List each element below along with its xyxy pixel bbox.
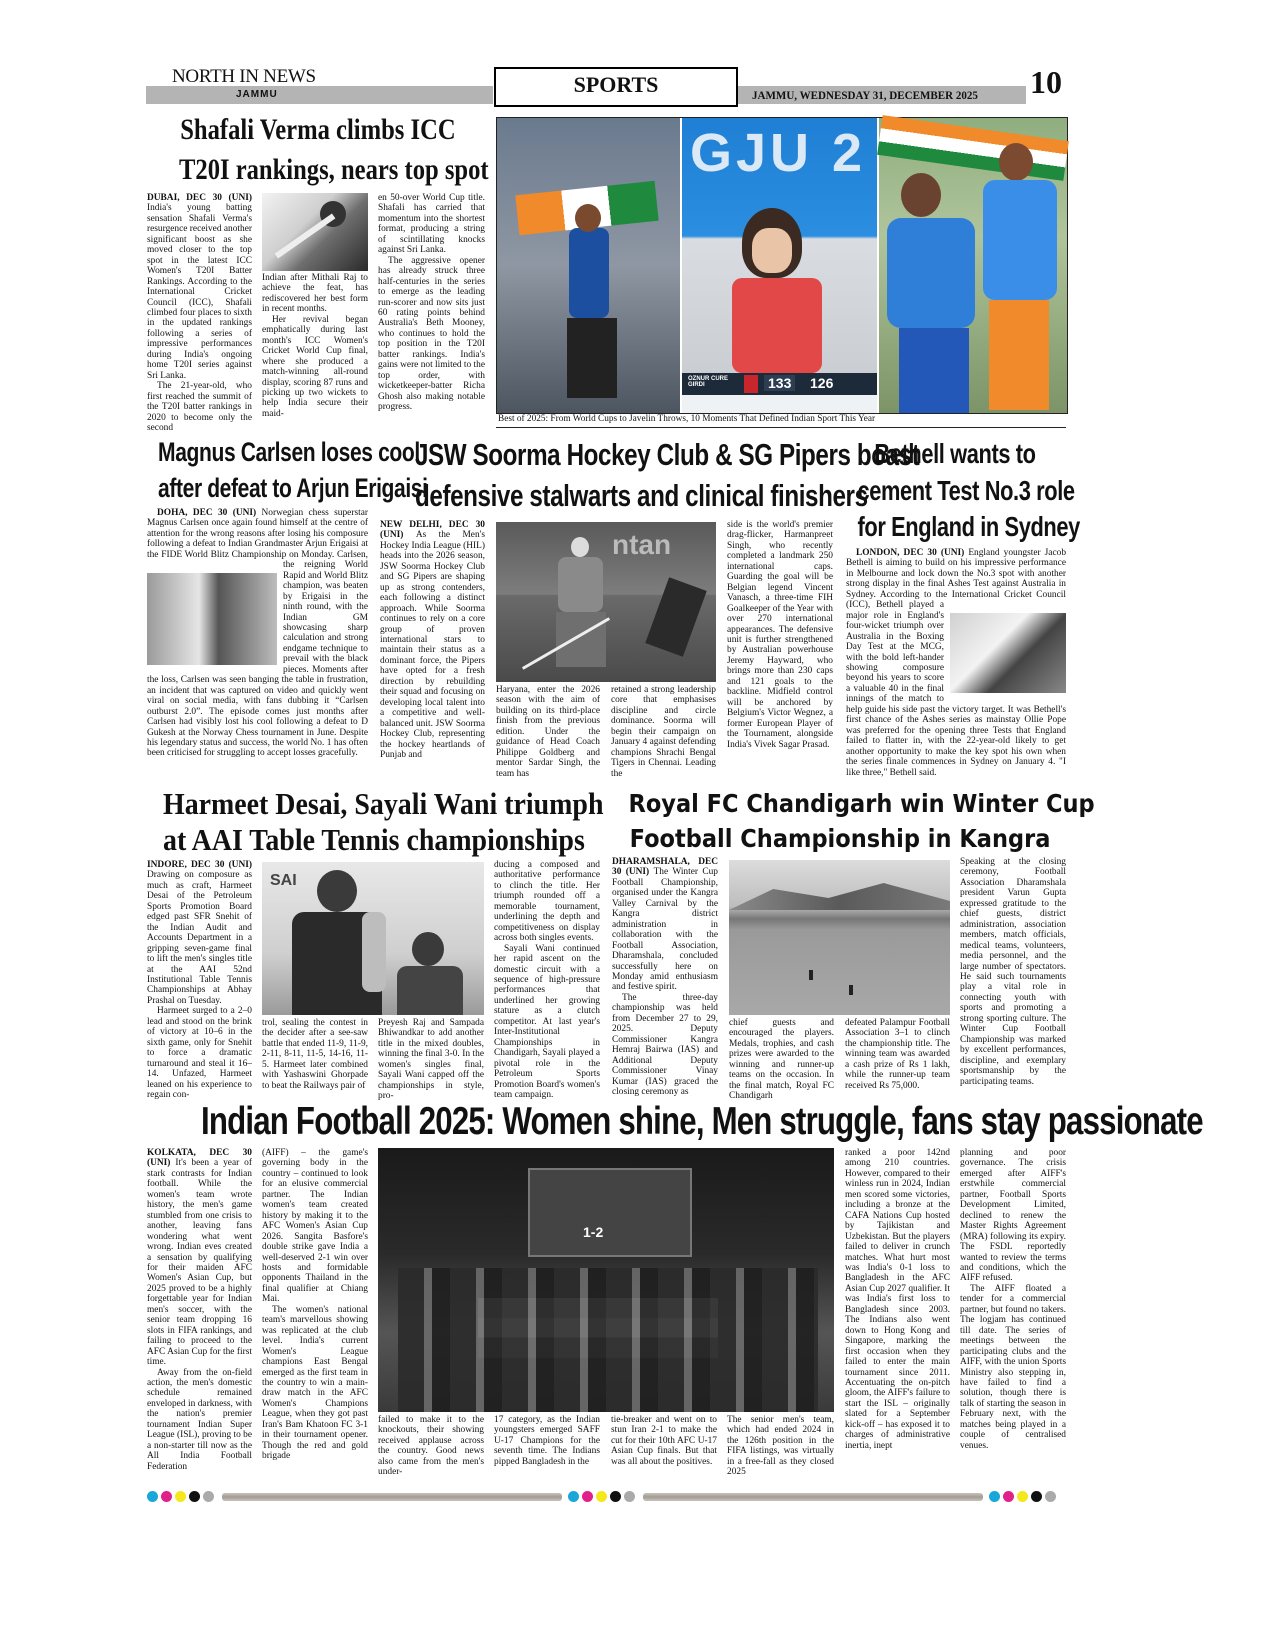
photo-table-tennis-winners: SAI [262,862,484,1015]
article-paragraph: 17 category, as the Indian youngsters emerged SAFF U-17 Champions for the seventh time. The Indians pipped Bangladesh in the [494,1415,600,1467]
article-paragraph: side is the world's premier drag-flicker, Harmanpreet Singh, who recently completed a landmark 250 international caps. Guarding the goal will be Belgian legend Vincent Vanasch, a three-time FIH Goalkeeper of the Year with over 270 international appearances. The defensive unit is further strengthened by Australian powerhouse Jeremy Hayward, who brings more than 230 caps and 121 goals to the backline. Midfield control will be anchored by Belgium's Victor Wegnez, a former European Player of the Tournament, alongside India's Vivek Sagar Prasad. [727,520,833,750]
headline-line: cement Test No.3 role [857,474,1075,506]
article-column [147,508,368,783]
gray-dot [1045,1491,1056,1502]
headline-line: Football Championship in Kangra [629,824,1051,853]
article-paragraph: Sayali Wani continued her rapid ascent on the domestic circuit with a sequence of high-pressure performances that underlined her growing stature as a clutch competitor. At last year's Inter-Institutional Championships in Chandigarh, Sayali played a pivotal role in the Petroleum Sports Promotion Board's women's team campaign. [494,943,600,1100]
article-paragraph: The three-day championship was held from December 27 to 29, 2025. Deputy Commissioner Kangra Hemraj Bairwa (IAS) and Additional Deputy Commissioner Vinay Kumar (IAS) graced the closing ceremony as [612,992,718,1097]
article-paragraph: The aggressive opener has already struck three half-centuries in the series to emerge as the leading run-scorer and now sits just 60 rating points behind Australia's Beth Mooney, who continues to hold the top position in the T20I batter rankings. India's gains were not limited to the top order, with wicketkeeper-batter Richa Ghosh also making notable progress. [378,255,486,413]
article-paragraph: planning and poor governance. The crisis emerged after AIFF's erstwhile commercial partner, Football Sports Development Limited, declined to renew the Master Rights Agreement (MRA) following its expiry. The FSDL reportedly wanted to review the terms and conditions, which the AIFF refused. [960,1148,1066,1284]
score-right: 126 [810,375,834,391]
article-paragraph: INDORE, DEC 30 (UNI) Drawing on composure as much as craft, Harmeet Desai of the Petroleum Sports Promotion Board edged past SFR Snehit of the Indian Audit and Accounts Department in a gripping seven-game final to lift the men's singles title at the AAI 52nd Institutional Table Tennis Championships at Abhay Prashal on Tuesday. [147,860,252,1006]
photo-hockey-player [496,522,716,682]
black-dot [610,1491,621,1502]
article-paragraph: retained a strong leadership core that emphasises discipline and circle dominance. Soorma will begin their campaign on January 4 against defending champions Shrachi Bengal Tigers in Chennai. Leading the [611,685,716,779]
article-dateline: DUBAI, DEC 30 (UNI) [147,193,252,203]
article-paragraph: The senior men's team, which had ended 2024 in the 126th position in the FIFA listings, was virtually in a free-fall as they closed 2025 [727,1415,834,1478]
article-column [729,1018,834,1100]
cyan-dot [568,1491,579,1502]
edition-label: JAMMU [236,89,278,100]
divider [496,427,1066,428]
photo-women-football-team [378,1148,834,1412]
article-column [262,1018,368,1100]
headline-line: after defeat to Arjun Erigaisi [158,473,428,503]
article-column [147,860,252,1100]
article-paragraph: KOLKATA, DEC 30 (UNI) It's been a year of stark contrasts for Indian football. While the women's team wrote history, the men's game stumbled from one crisis to another, leaving fans wondering what went wrong. Indian eves created a sensation by qualifying for their maiden AFC Women's Asian Cup, but 2025 proved to be a highly forgettable year for Indian men's soccer, with the senior team dropping 16 slots in FIFA rankings, and failing to proceed to the AFC Asian Cup for the first time. [147,1148,252,1368]
header-bar-left [146,86,493,104]
article-paragraph: ducing a composed and authoritative performance to clinch the title. Her triumph rounded off a memorable tournament, underlining the depth and competitiveness on display across both singles events. [494,860,600,944]
article-column [846,548,1066,783]
article-paragraph: failed to make it to the knockouts, their showing received applause across the country. Good news also came from the men's under- [378,1415,484,1478]
headline-football [100,1098,1203,1146]
magenta-dot [1003,1491,1014,1502]
article-paragraph: Speaking at the closing ceremony, Football Association Dharamshala president Varun Gupta expressed gratitude to the chief guests, district administration, association members, match officials, medical teams, volunteers, media personnel, and the large number of spectators. He said such tournaments play a vital role in connecting youth with sports and promoting a strong sporting culture. The Winter Cup Football Championship was marked by excellent performances, discipline, and exemplary sportsmanship by the participating teams. [960,857,1066,1087]
article-column [378,1018,484,1100]
article-dateline: NEW DELHI, DEC 30 (UNI) [380,520,485,541]
article-paragraph: defeated Palampur Football Association 3–1 to clinch the championship title. The winning team was awarded a cash prize of Rs 1 lakh, while the runner-up team received Rs 75,000. [845,1018,950,1091]
article-column [496,685,600,782]
magenta-dot [582,1491,593,1502]
magenta-dot [161,1491,172,1502]
photo-strip [496,117,1068,414]
article-paragraph: The AIFF floated a tender for a commercial partner, but found no takers. The logjam has continued till date. The series of meetings between the participating clubs and the AIFF, with the union Sports Ministry also stepping in, have failed to find a solution, though there is talk of starting the season in February next, with the matches being played in a couple of centralised venues. [960,1283,1066,1451]
yellow-dot [596,1491,607,1502]
scoreboard-name: OZNUR CURE GIRDI [688,376,728,388]
photo-football-ground [729,860,950,1015]
article-column [378,193,485,423]
article-column [611,685,716,782]
scoreboard-score: 1-2 [583,1224,604,1240]
article-paragraph: NEW DELHI, DEC 30 (UNI) As the Men's Hockey India League (HIL) heads into the 2026 season, JSW Soorma Hockey Club and SG Pipers are shaping up as strong contenders, each following a distinct approach. While Soorma continues to rely on a core group of proven international stars to maintain their status as a dominant force, the Pipers have opted for a fresh direction by rebuilding their squad and focusing on developing local talent into a competitive and well-balanced unit. JSW Soorma Hockey Club, representing the hockey heartlands of Punjab and [380,520,485,760]
article-paragraph: ranked a poor 142nd among 210 countries. However, compared to their winless run in 2024, Indian men scored some victories, including a bronze at the CAFA Nations Cup hosted by Tajikistan and Uzbekistan. But the players failed to deliver in crunch matches. What hurt most was India's 0-1 loss to Bangladesh in the AFC Asian Cup 2027 qualifier. It was India's first loss to Bangladesh since 2003. The Indians also went down to Hong Kong and Singapore, marking the first occasion when they failed to enter the main tournament since 2011. Accentuating the on-pitch gloom, the AIFF's failure to start the ISL – originally slated for a September kick-off – has exposed it to charges of administrative inertia, inept [845,1148,950,1451]
page-number: 10 [1030,64,1062,100]
article-paragraph: DOHA, DEC 30 (UNI) Norwegian chess superstar Magnus Carlsen once again found himself at the centre of attention for the wrong reasons after losing his composure following a defeat to Indian Grandmaster Arjun Erigaisi at the FIDE World Blitz Championship on Monday. Carlsen, the reigning World Rapid and World Blitz champion, was beaten by Erigaisi in the ninth round, with the Indian GM showcasing sharp calculation and strong endgame technique to prevail with the black pieces. Moments after the loss, Carlsen was seen banging the table in frustration, an incident that was captured on video and quickly went viral on social media, with fans dubbing it “Carlsen outburst 2.0”. The episode comes just months after Carlsen had visibly lost his cool following a defeat to D Gukesh at the Norway Chess tournament in June. Despite his legendary status and success, the world No. 1 has often been criticised for struggling to accept losses gracefully. [147,508,368,759]
gray-dot [203,1491,214,1502]
article-paragraph: Preyesh Raj and Sampada Bhiwandkar to add another title in the mixed doubles, winning the final 3-0. In the women's singles final, Sayali Wani capped off the championships in style, pro- [378,1018,484,1102]
paper-name: NORTH IN NEWS [172,66,316,87]
dateline-header: JAMMU, WEDNESDAY 31, DECEMBER 2025 [752,88,978,102]
article-column [960,1148,1066,1482]
article-column [612,857,718,1100]
yellow-dot [1017,1491,1028,1502]
article-paragraph: Her revival began emphatically during last month's ICC Women's Cricket World Cup final, where she produced a match-winning all-round display, scoring 87 runs and picking up two wickets to help India secure their maid- [262,314,368,419]
article-paragraph: The women's national team's marvellous showing was replicated at the club level. India's current Women's League champions East Bengal emerged as the first team in the country to win a main-draw match in the AFC Women's Champions League, when they got past Iran's Bam Khatoon FC 3-1 in their tournament opener. Though the red and gold brigade [262,1304,368,1462]
headline-line: T20I rankings, nears top spot [178,153,489,186]
score-left: 133 [764,375,795,391]
cyan-dot [147,1491,158,1502]
photo-bethell-batting [950,613,1066,693]
article-column [960,857,1066,1100]
article-column [611,1415,717,1482]
article-dateline: KOLKATA, DEC 30 (UNI) [147,1148,252,1169]
article-paragraph: chief guests and encouraged the players. Medals, trophies, and cash prizes were awarded to the winning and runner-up teams on the occasion. In the final match, Royal FC Chandigarh [729,1018,834,1102]
photo-javelin-athlete [497,118,680,413]
article-paragraph: trol, sealing the contest in the decider after a see-saw battle that ended 11-9, 11-9, 2-11, 8-11, 11-5, 14-16, 11-5. Harmeet later combined with Yashaswini Ghorpade to beat the Railways pair of [262,1018,368,1091]
article-paragraph: Away from the on-field action, the men's domestic schedule remained enveloped in darkness, with the nation's premier tournament Indian Super League (ISL), proving to be a non-starter till now as the All India Football Federation [147,1367,252,1472]
headline-line: Indian Football 2025: Women shine, Men struggle, fans stay passionate [201,1100,1203,1143]
article-column [845,1148,950,1482]
hoarding-text: ntan [612,529,672,560]
article-column [727,1415,834,1482]
article-paragraph: DUBAI, DEC 30 (UNI) India's young batting sensation Shafali Verma's resurgence received another significant boost as she moved closer to the top spot in the latest ICC Women's T20I Batter Rankings. According to the International Cricket Council (ICC), Shafali climbed four places to sixth in the updated rankings following a series of impressive performances during India's ongoing home T20I series against Sri Lanka. [147,193,252,381]
article-paragraph: Harmeet surged to a 2–0 lead and stood on the brink of victory at 10–6 in the sixth game, only for Snehit to force a dramatic turnaround and steal it 16–14. Unfazed, Harmeet leaned on his experience to regain con- [147,1006,252,1100]
section-title: SPORTS [494,67,738,107]
cyan-dot [989,1491,1000,1502]
article-dateline: DHARAMSHALA, DEC 30 (UNI) [612,857,718,878]
article-paragraph: The 21-year-old, who first reached the summit of the T20I batter rankings in 2020 to become only the second [147,381,252,433]
article-dateline: LONDON, DEC 30 (UNI) [856,548,969,558]
article-paragraph: (AIFF) – the game's governing body in the country – continued to look for an elusive commercial partner. The Indian women's team created history by making it to the AFC Women's Asian Cup 2026. Sangita Basfore's double strike gave India a well-deserved 2-1 win over hosts and formidable opponents Thailand in the final qualifier at Chiang Mai. [262,1148,368,1305]
article-column [147,1148,252,1482]
headline-line: Shafali Verma climbs ICC [179,113,456,146]
article-paragraph: LONDON, DEC 30 (UNI) England youngster Jacob Bethell is aiming to build on his impressive performance in Melbourne and lock down the No.3 spot with another strong display in the final Ashes Test against Australia in Sydney. According to the International Cricket Council (ICC), Bethell played a major role in England's four-wicket triumph over Australia in the Boxing Day Test at the MCG, with the bold left-hander showing composure beyond his years to score a valuable 40 in the final innings of the match to help guide his side past the victory target. It was Bethell's first chance of the Ashes series as mainstay Ollie Pope was preferred for the opening three Tests that England failed to flatter in, with the 22-year-old likely to get another opportunity to make the key spot his own when the series finale commences in Sydney on January 4. "I like three," Bethell said. [846,548,1067,778]
headline-line: Magnus Carlsen loses cool [158,437,420,467]
photo-shafali-batting [262,193,368,271]
headline-line: Harmeet Desai, Sayali Wani triumph [163,786,604,821]
headline-tabletennis [140,786,604,858]
headline-bethell [830,436,1080,546]
article-paragraph: Haryana, enter the 2026 season with the aim of building on its third-place finish from the previous edition. Under the guidance of Head Coach Philippe Goldberg and mentor Sardar Singh, the team has [496,685,600,779]
headline-line: Royal FC Chandigarh win Winter Cup [628,789,1095,818]
photo-archer [682,118,877,413]
article-paragraph: DHARAMSHALA, DEC 30 (UNI) The Winter Cup Football Championship, organised under the Kangra Valley Carnival by the Kangra district administration in collaboration with the Football Association, Dharamshala, concluded successfully here on Monday amid enthusiasm and festive spirit. [612,857,718,993]
gray-bar [643,1493,983,1501]
yellow-dot [175,1491,186,1502]
article-paragraph: Indian after Mithali Raj to achieve the feat, has rediscovered her best form in recent months. [262,273,368,315]
article-paragraph: en 50-over World Cup title. Shafali has carried that momentum into the shortest format, producing a string of scintillating knocks against Sri Lanka. [378,193,485,256]
article-dateline: DOHA, DEC 30 (UNI) [157,508,262,518]
photo-cricket-celebration [879,118,1067,413]
photo-strip-caption: Best of 2025: From World Cups to Javelin Throws, 10 Moments That Defined Indian Sport This Year [498,414,876,424]
article-column [727,520,833,782]
black-dot [189,1491,200,1502]
headline-line: at AAI Table Tennis championships [163,822,585,857]
article-column [494,860,600,1100]
article-dateline: INDORE, DEC 30 (UNI) [147,860,252,870]
gray-bar [222,1493,562,1501]
headline-line: Bethell wants to [874,438,1036,469]
article-column [494,1415,600,1482]
headline-hockey [360,434,920,516]
article-paragraph: tie-breaker and went on to stun Iran 2-1 to make the cut for their 10th AFC U-17 Asian Cup finals. But that was all about the positives. [611,1415,717,1467]
article-column [378,1415,484,1482]
black-dot [1031,1491,1042,1502]
banner-text: GJU 2 [690,123,867,183]
headline-line: for England in Sydney [857,511,1080,542]
headline-royalfc [605,786,1095,856]
article-column [380,520,485,782]
article-column [262,1148,368,1482]
article-column [845,1018,950,1100]
headline-line: JSW Soorma Hockey Club & SG Pipers boast [415,437,920,472]
headline-shafali [145,110,490,190]
photo-carlsen-chess [147,573,277,665]
article-column [147,193,252,433]
gray-dot [624,1491,635,1502]
headline-carlsen [130,434,428,506]
headline-line: defensive stalwarts and clinical finishers [415,478,868,513]
article-column [262,273,368,423]
